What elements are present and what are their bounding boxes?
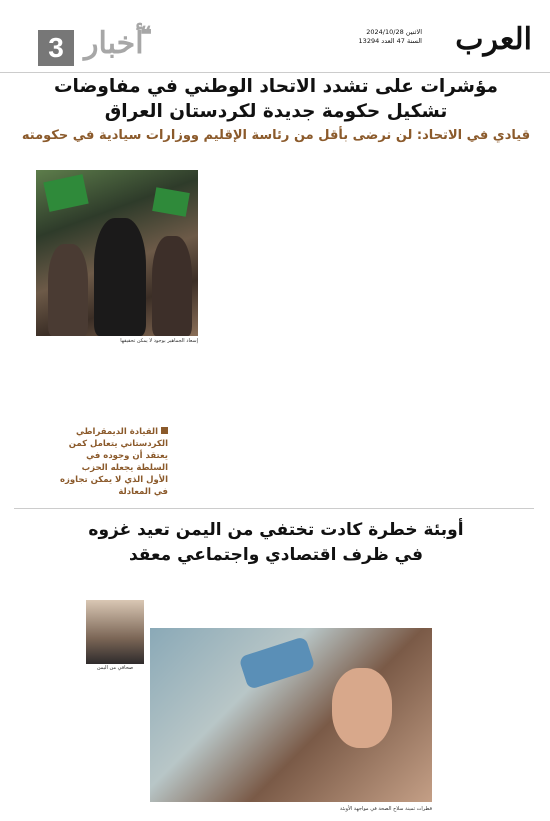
masthead bbox=[0, 0, 550, 73]
lead-photo bbox=[36, 170, 198, 336]
section-divider bbox=[14, 508, 534, 509]
issue-number: السنة 47 العدد 13294 bbox=[358, 37, 422, 45]
author-portrait bbox=[86, 600, 144, 664]
lead-body-column bbox=[420, 170, 536, 440]
quote-icon: ❝ bbox=[140, 22, 152, 48]
lead-subheadline: قيادي في الاتحاد: لن نرضى بأقل من رئاسة الإقليم ووزارات سيادية في حكومته bbox=[21, 128, 531, 143]
second-photo-caption: قطرات ثمينة سلاح الصحة في مواجهة الأوبئة bbox=[340, 806, 432, 812]
second-photo bbox=[150, 628, 432, 802]
author-caption: صحافي من اليمن bbox=[96, 665, 134, 671]
lead-photo-caption: إسعاد الجماهير بوجود لا يمكن تحقيقها bbox=[120, 338, 198, 344]
second-headline-line2: في ظرف اقتصادي واجتماعي معقد bbox=[128, 545, 424, 565]
lead-headline-line2: تشكيل حكومة جديدة لكردستان العراق bbox=[104, 101, 448, 122]
page-number: 3 bbox=[38, 30, 74, 66]
pull-quote-text: القيادة الديمقراطي الكردستاني يتعامل كمن يعتقد أن وجوده في السلطة يجعله الحزب الأول الذي لا يمكن تجاوزه في المعادلة bbox=[59, 427, 168, 497]
lead-body-column bbox=[312, 170, 408, 470]
issue-meta bbox=[359, 28, 422, 46]
lead-headline-line1: مؤشرات على تشدد الاتحاد الوطني في مفاوضات bbox=[53, 76, 499, 97]
issue-date: الاثنين 2024/10/28 bbox=[366, 28, 422, 36]
newspaper-logo: العرب bbox=[455, 22, 532, 57]
section-title: أخبار bbox=[84, 26, 144, 61]
square-bullet-icon bbox=[161, 427, 168, 434]
second-headline-line1: أوبئة خطرة كادت تختفي من اليمن تعيد غزوه bbox=[88, 520, 464, 540]
pull-quote bbox=[58, 426, 168, 498]
